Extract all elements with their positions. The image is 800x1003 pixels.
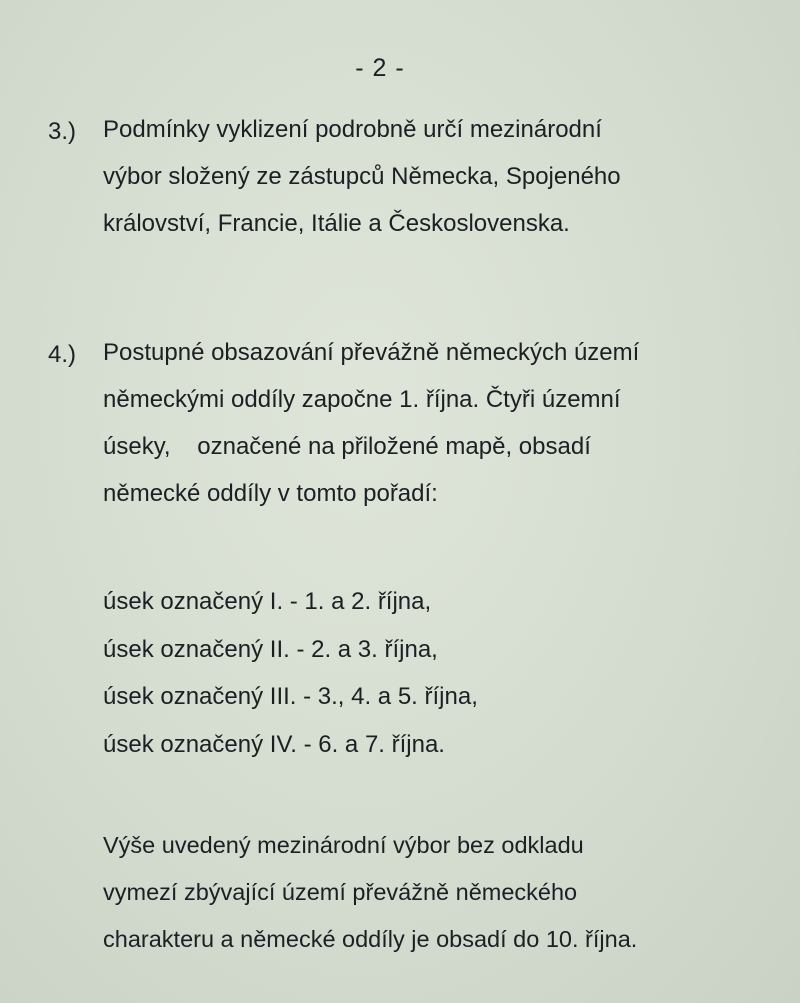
closing-line-1: Výše uvedený mezinárodní výbor bez odkladu <box>103 832 584 858</box>
item-4-line-3: úseky, označené na přiložené mapě, obsadí <box>103 433 591 460</box>
item-4-paragraph <box>103 329 743 517</box>
item-4-line-4: německé oddíly v tomto pořadí: <box>103 480 438 507</box>
item-4-number: 4.) <box>48 341 77 368</box>
item-3-line-2: výbor složený ze zástupců Německa, Spojeného <box>103 163 621 190</box>
section-item-2: úsek označený II. - 2. a 3. října, <box>103 635 438 663</box>
item-3-paragraph <box>103 106 743 247</box>
section-item-4: úsek označený IV. - 6. a 7. října. <box>103 730 445 758</box>
closing-paragraph <box>103 822 637 963</box>
closing-line-3: charakteru a německé oddíly je obsadí do 10. října. <box>103 926 638 952</box>
item-4-line-1: Postupné obsazování převážně německých území <box>103 339 640 366</box>
item-3-line-1: Podmínky vyklizení podrobně určí mezinárodní <box>103 116 602 143</box>
closing-line-2: vymezí zbývající území převážně německého <box>103 879 578 905</box>
section-list <box>103 578 478 768</box>
item-3-line-3: království, Francie, Itálie a Československa. <box>103 210 570 237</box>
section-item-1: úsek označený I. - 1. a 2. října, <box>103 588 432 615</box>
item-3-number: 3.) <box>48 118 77 145</box>
section-item-3: úsek označený III. - 3., 4. a 5. října, <box>103 683 478 710</box>
page-number: - 2 - <box>355 54 405 82</box>
item-4-line-2: německými oddíly započne 1. října. Čtyři územní <box>103 386 621 413</box>
